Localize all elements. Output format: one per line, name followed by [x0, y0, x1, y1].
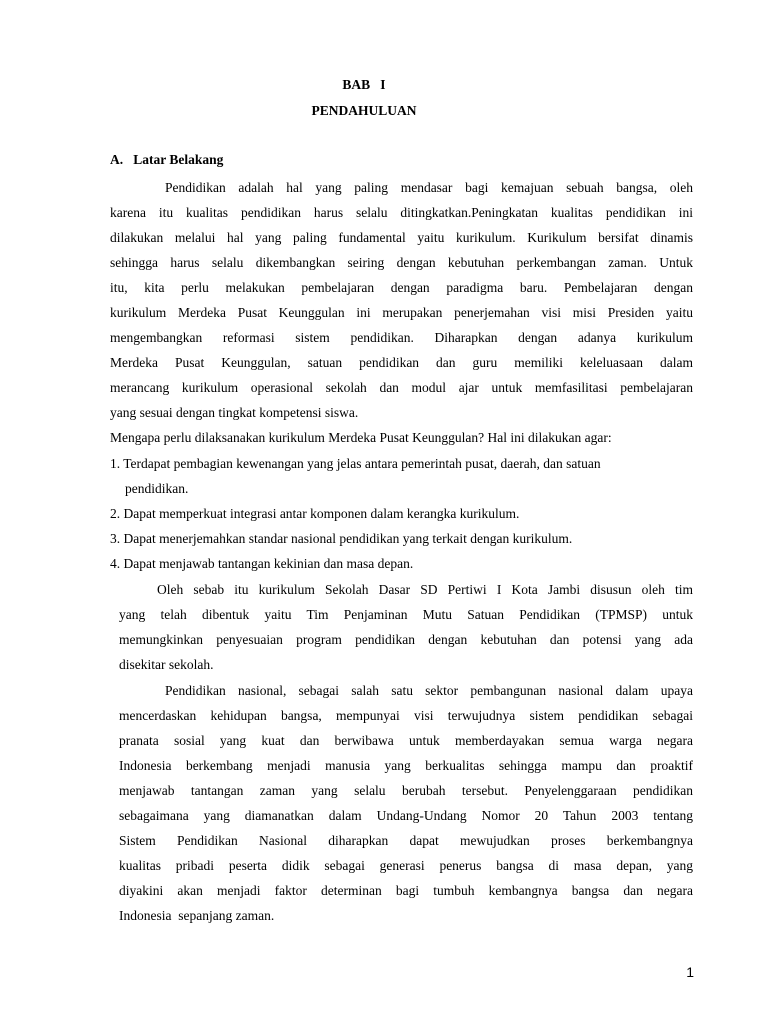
list-item: 1. Terdapat pembagian kewenangan yang jelas antara pemerintah pusat, daerah, dan satuan: [110, 456, 601, 471]
chapter-title: PENDAHULUAN: [311, 103, 417, 118]
paragraph-line: disekitar sekolah.: [119, 657, 214, 672]
paragraph-line: merancang kurikulum operasional sekolah dan modul ajar untuk memfasilitasi pembelajaran: [110, 380, 693, 395]
paragraph-line: Merdeka Pusat Keunggulan, satuan pendidikan dan guru memiliki keleluasaan dalam: [110, 355, 693, 370]
paragraph-line: itu, kita perlu melakukan pembelajaran dengan paradigma baru. Pembelajaran dengan: [110, 280, 693, 295]
paragraph-line: Pendidikan nasional, sebagai salah satu sektor pembangunan nasional dalam upaya: [165, 683, 693, 698]
paragraph-line: yang sesuai dengan tingkat kompetensi siswa.: [110, 405, 359, 420]
paragraph-line: memungkinkan penyesuaian program pendidikan dengan kebutuhan dan potensi yang ada: [119, 632, 693, 647]
paragraph-line: mencerdaskan kehidupan bangsa, mempunyai visi terwujudnya sistem pendidikan sebagai: [119, 708, 693, 723]
paragraph-line: Indonesia sepanjang zaman.: [119, 908, 275, 923]
paragraph-line: sebagaimana yang diamanatkan dalam Undang-Undang Nomor 20 Tahun 2003 tentang: [119, 808, 693, 823]
paragraph-line: kualitas pribadi peserta didik sebagai generasi penerus bangsa di masa depan, yang: [119, 858, 693, 873]
paragraph-line: Oleh sebab itu kurikulum Sekolah Dasar SD Pertiwi I Kota Jambi disusun oleh tim: [157, 582, 693, 597]
paragraph-line: Sistem Pendidikan Nasional diharapkan dapat mewujudkan proses berkembangnya: [119, 833, 693, 848]
paragraph-line: pranata sosial yang kuat dan berwibawa untuk memberdayakan semua warga negara: [119, 733, 693, 748]
paragraph-line: menjawab tantangan zaman yang selalu berubah tersebut. Penyelenggaraan pendidikan: [119, 783, 693, 798]
paragraph-line: yang telah dibentuk yaitu Tim Penjaminan Mutu Satuan Pendidikan (TPMSP) untuk: [119, 607, 693, 622]
list-item: 3. Dapat menerjemahkan standar nasional pendidikan yang terkait dengan kurikulum.: [110, 531, 573, 546]
paragraph-line: sehingga harus selalu dikembangkan seiring dengan kebutuhan perkembangan zaman. Untuk: [110, 255, 693, 270]
paragraph-line: diyakini akan menjadi faktor determinan bagi tumbuh kembangnya bangsa dan negara: [119, 883, 693, 898]
paragraph-line: Pendidikan adalah hal yang paling mendasar bagi kemajuan sebuah bangsa, oleh: [165, 180, 693, 195]
paragraph-line: dilakukan melalui hal yang paling fundamental yaitu kurikulum. Kurikulum bersifat dinamis: [110, 230, 693, 245]
section-heading: A. Latar Belakang: [110, 152, 224, 167]
list-item-continuation: pendidikan.: [125, 481, 189, 496]
list-item: 2. Dapat memperkuat integrasi antar komponen dalam kerangka kurikulum.: [110, 506, 520, 521]
list-item: 4. Dapat menjawab tantangan kekinian dan masa depan.: [110, 556, 414, 571]
paragraph-line: Indonesia berkembang menjadi manusia yang berkualitas sehingga mampu dan proaktif: [119, 758, 693, 773]
paragraph-line: mengembangkan reformasi sistem pendidikan. Diharapkan dengan adanya kurikulum: [110, 330, 693, 345]
paragraph-line: kurikulum Merdeka Pusat Keunggulan ini merupakan penerjemahan visi misi Presiden yaitu: [110, 305, 693, 320]
question-line: Mengapa perlu dilaksanakan kurikulum Merdeka Pusat Keunggulan? Hal ini dilakukan agar:: [110, 430, 612, 445]
page-number: 1: [686, 964, 694, 980]
chapter-label: BAB I: [342, 77, 386, 92]
paragraph-line: karena itu kualitas pendidikan harus selalu ditingkatkan.Peningkatan kualitas pendidikan ini: [110, 205, 693, 220]
